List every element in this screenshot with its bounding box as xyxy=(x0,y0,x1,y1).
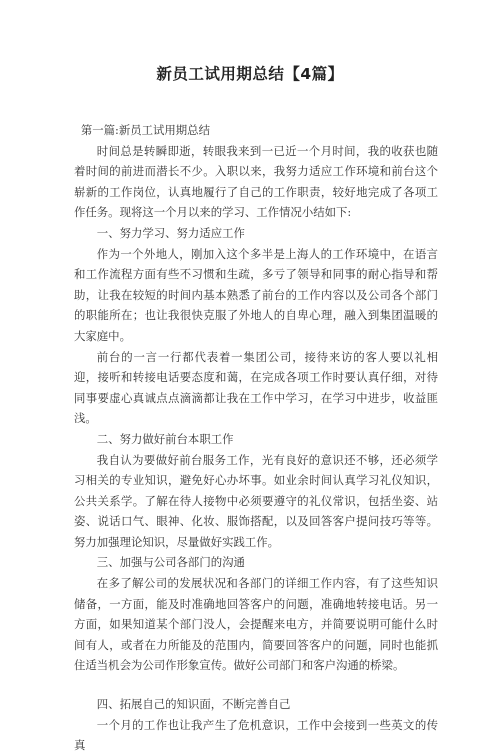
paragraph-1b: 前台的一言一行都代表着一集团公司，接待来访的客人要以礼相迎，接听和转接电话要态度和蔼，在完成各项工作时要认真仔细，对待同事要虚心真诚点点滴滴都让我在工作中学习，在学习中进步，收益匪浅。 xyxy=(74,349,438,426)
heading-2: 二、努力做好前台本职工作 xyxy=(96,431,234,446)
spacer xyxy=(74,676,438,694)
heading-1: 一、努力学习、努力适应工作 xyxy=(96,225,245,240)
paragraph-3: 在多了解公司的发展状况和各部门的详细工作内容，有了这些知识储备，一方面，能及时准确地回答客户的问题，准确地转接电话。另一方面，如果知道某个部门没人，会提醒来电方，并简要说明可能什么时间有人，或者在力所能及的范围内，简要回答客户的问题，同时也能抓住适当机会为公司作形象宣传。做好公司部门和客户沟通的桥梁。 xyxy=(74,576,438,673)
section-label: 第一篇:新员工试用期总结 xyxy=(80,123,210,137)
document-body xyxy=(74,120,438,756)
paragraph-2: 我自认为要做好前台服务工作，光有良好的意识还不够，还必须学习相关的专业知识，避免好心办坏事。如业余时间认真学习礼仪知识，公共关系学。了解在待人接物中必须要遵守的礼仪常识，包括坐姿、站姿、说话口气、眼神、化妆、服饰搭配，以及回答客户提问技巧等等。努力加强理论知识，尽量做好实践工作。 xyxy=(74,452,438,549)
heading-4: 四、拓展自己的知识面，不断完善自己 xyxy=(96,697,291,712)
intro-paragraph: 时间总是转瞬即逝，转眼我来到一已近一个月时间，我的收获也随着时间的前进而潜长不少。入职以来，我努力适应工作环境和前台这个崭新的工作岗位，认真地履行了自己的工作职责，较好地完成了各项工作任务。现将这一个月以来的学习、工作情况小结如下: xyxy=(74,143,438,220)
paragraph-1: 作为一个外地人，刚加入这个多半是上海人的工作环境中，在语言和工作流程方面有些不习惯和生疏，多亏了领导和同事的耐心指导和帮助，让我在较短的时间内基本熟悉了前台的工作内容以及公司各个部门的职能所在；也让我很快克服了外地人的自卑心理，融入到集团温暖的大家庭中。 xyxy=(74,246,438,343)
paragraph-4: 一个月的工作也让我产生了危机意识，工作中会接到一些英文的传真 xyxy=(74,717,438,753)
document-title: 新员工试用期总结【4篇】 xyxy=(156,65,344,83)
heading-3: 三、加强与公司各部门的沟通 xyxy=(96,555,245,570)
